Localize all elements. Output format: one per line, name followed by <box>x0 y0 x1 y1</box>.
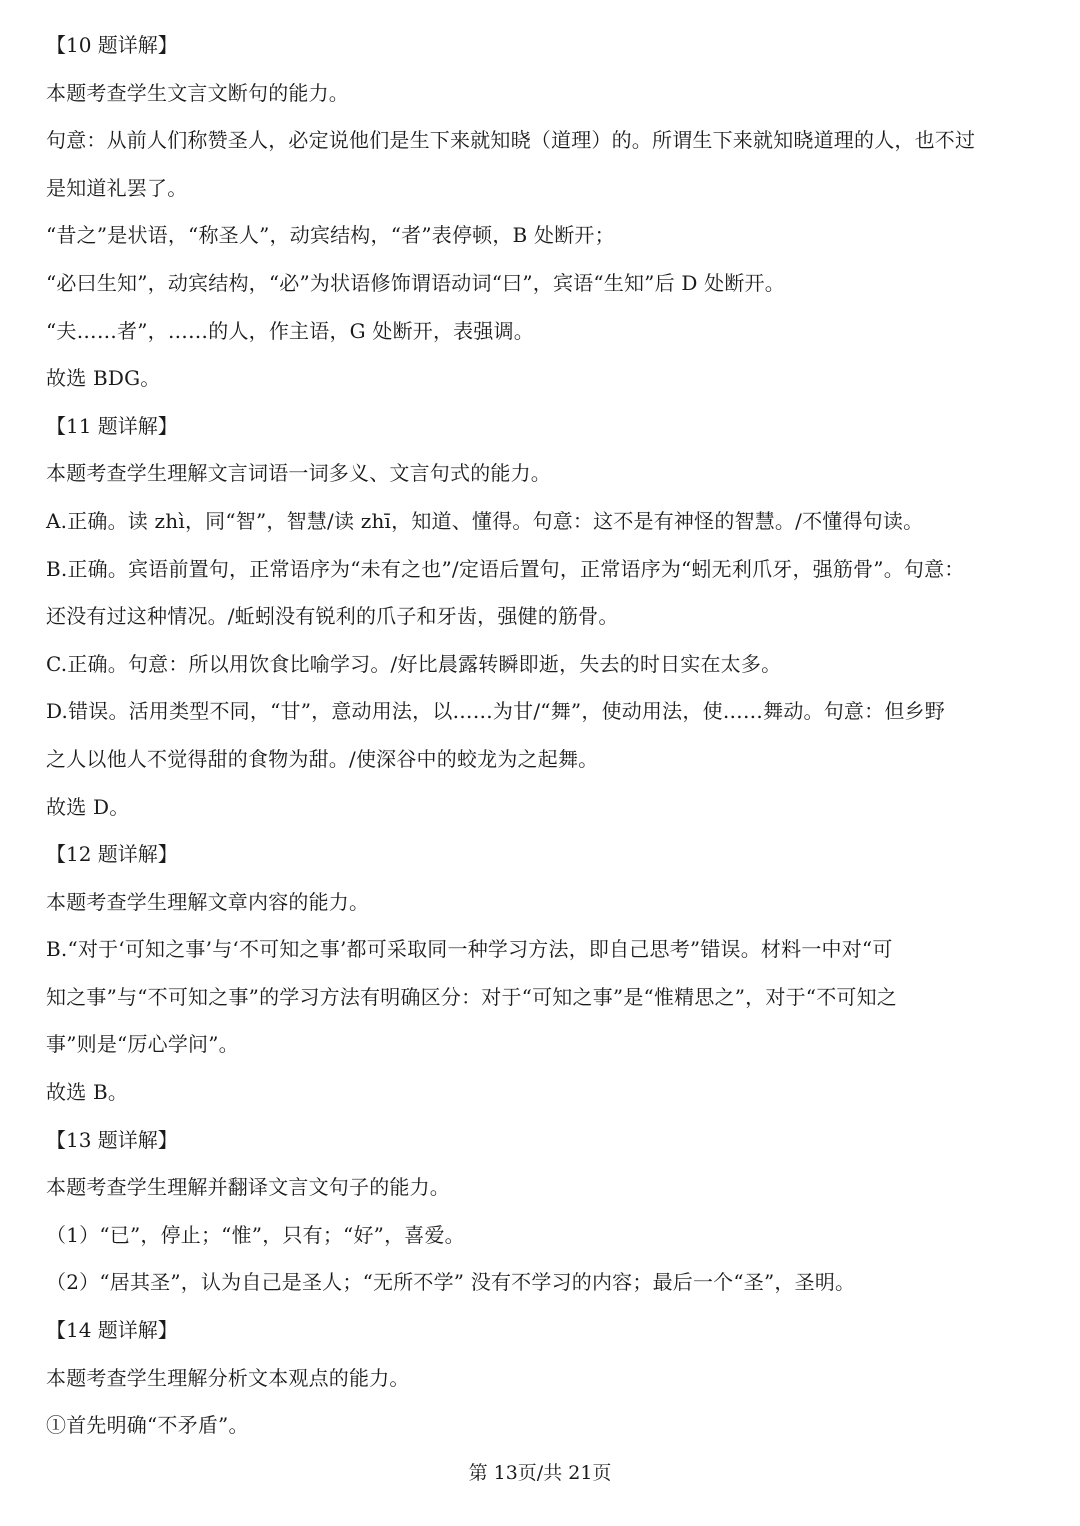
option-c-line: C.正确。句意：所以用饮食比喻学习。/好比晨露转瞬即逝，失去的时日实在太多。 <box>46 651 782 676</box>
text-line: 之人以他人不觉得甜的食物为甜。/使深谷中的蛟龙为之起舞。 <box>46 746 599 771</box>
page-number-footer: 第 13页/共 21页 <box>468 1462 612 1484</box>
section-heading-12: 【12 题详解】 <box>46 842 178 867</box>
answer-line: 故选 B。 <box>46 1080 129 1105</box>
answer-line: 故选 BDG。 <box>46 366 161 391</box>
item-2-line: （2）“居其圣”，认为自己是圣人；“无所不学” 没有不学习的内容；最后一个“圣”，圣明。 <box>46 1270 856 1295</box>
section-heading-10: 【10 题详解】 <box>46 33 178 57</box>
section-heading-14: 【14 题详解】 <box>46 1318 178 1343</box>
text-line: “昔之”是状语，“称圣人”，动宾结构，“者”表停顿，B 处断开； <box>46 223 615 248</box>
answer-line: 故选 D。 <box>46 794 130 819</box>
text-line: 本题考查学生文言文断句的能力。 <box>46 80 349 105</box>
option-a-line: A.正确。读 zhì，同“智”，智慧/读 zhī，知道、懂得。句意：这不是有神怪的智慧。/不懂得句读。 <box>46 508 924 533</box>
item-1-line: （1）“已”，停止；“惟”，只有；“好”，喜爱。 <box>46 1222 465 1247</box>
point-1-line: ①首先明确“不矛盾”。 <box>46 1413 249 1438</box>
text-line: 事”则是“厉心学问”。 <box>46 1032 239 1057</box>
text-line: 还没有过这种情况。/蚯蚓没有锐利的爪子和牙齿，强健的筋骨。 <box>46 604 619 629</box>
text-line: 知之事”与“不可知之事”的学习方法有明确区分：对于“可知之事”是“惟精思之”，对于“不可知之 <box>46 984 897 1009</box>
text-line: “夫……者”，……的人，作主语，G 处断开，表强调。 <box>46 318 534 343</box>
option-d-line: D.错误。活用类型不同，“甘”，意动用法，以……为甘/“舞”，使动用法，使……舞动。句意：但乡野 <box>46 699 945 724</box>
text-line: 本题考查学生理解文章内容的能力。 <box>46 889 370 914</box>
section-heading-13: 【13 题详解】 <box>46 1127 178 1152</box>
document-body <box>46 22 1042 1450</box>
text-line: “必曰生知”，动宾结构，“必”为状语修饰谓语动词“曰”，宾语“生知”后 D 处断开。 <box>46 270 785 295</box>
text-line: 句意：从前人们称赞圣人，必定说他们是生下来就知晓（道理）的。所谓生下来就知晓道理的人，也不过 <box>46 128 976 153</box>
section-heading-11: 【11 题详解】 <box>46 413 178 438</box>
text-line: 本题考查学生理解文言词语一词多义、文言句式的能力。 <box>46 461 551 486</box>
option-b-line: B.正确。宾语前置句，正常语序为“未有之也”/定语后置句，正常语序为“蚓无利爪牙，强筋骨”。句意： <box>46 556 965 581</box>
text-line: 是知道礼罢了。 <box>46 175 188 200</box>
text-line: 本题考查学生理解分析文本观点的能力。 <box>46 1365 410 1390</box>
text-line: 本题考查学生理解并翻译文言文句子的能力。 <box>46 1175 450 1200</box>
option-b-line: B.“对于‘可知之事’与‘不可知之事’都可采取同一种学习方法，即自己思考”错误。材料一中对“可 <box>46 937 893 962</box>
